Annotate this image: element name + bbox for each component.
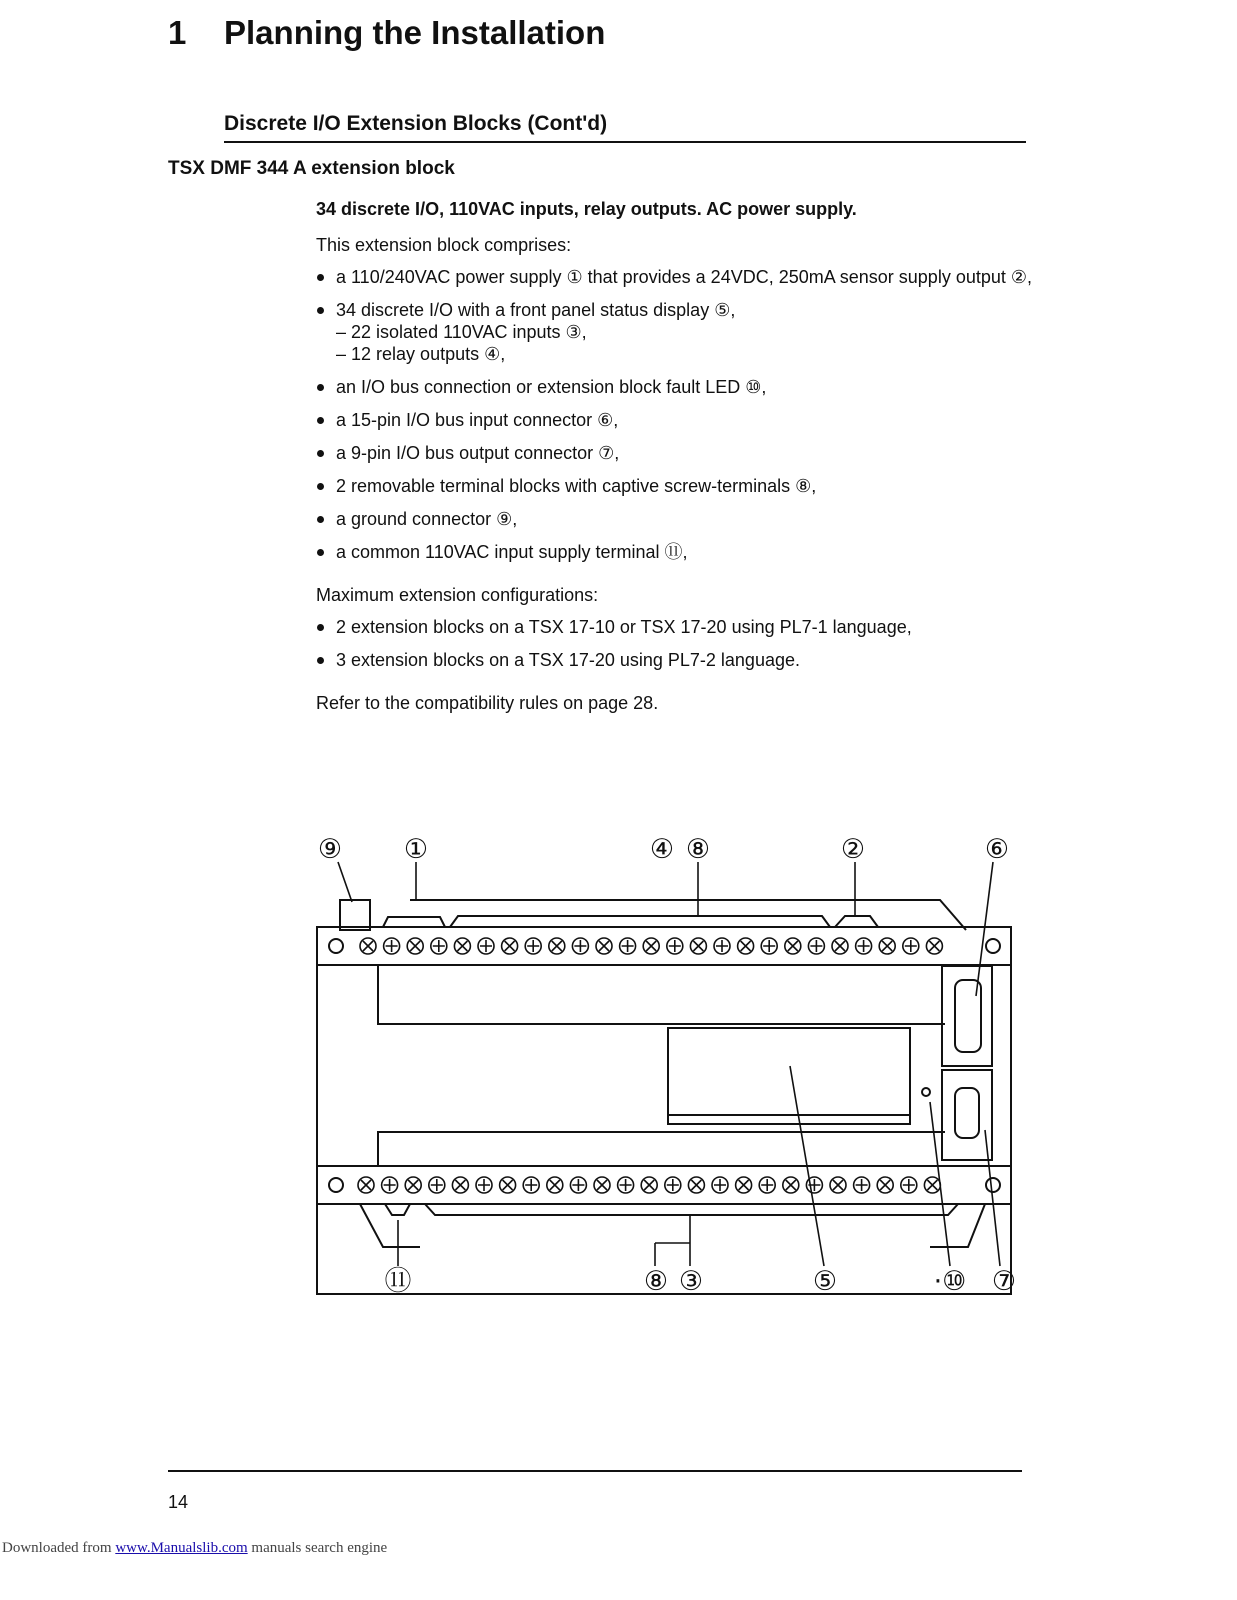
callout-label: ⑪ xyxy=(384,1266,412,1297)
callout-label: ③ xyxy=(678,1266,704,1297)
list-item: a 110/240VAC power supply ① that provides a 24VDC, 250mA sensor supply output ②, xyxy=(316,266,1036,288)
list-item: a 15-pin I/O bus input connector ⑥, xyxy=(316,409,1036,431)
list-item: a ground connector ⑨, xyxy=(316,508,1036,530)
callout-label: ⑦ xyxy=(991,1266,1017,1297)
refer-text: Refer to the compatibility rules on page 28. xyxy=(316,693,659,713)
footer-rule xyxy=(168,1470,1022,1472)
callout-label: ⑧ xyxy=(643,1266,669,1297)
subsection-title: TSX DMF 344 A extension block xyxy=(168,158,455,179)
credit-suffix: manuals search engine xyxy=(247,1540,388,1556)
callout-label: ⑥ xyxy=(984,834,1010,865)
list-item: 2 removable terminal blocks with captive screw-terminals ⑧, xyxy=(316,475,1036,497)
callout-label: ⑧ xyxy=(685,834,711,865)
fault-led xyxy=(922,1088,930,1096)
list-item: 2 extension blocks on a TSX 17-10 or TSX 17-20 using PL7-1 language, xyxy=(316,616,1036,638)
callout-label: ⑤ xyxy=(812,1266,838,1297)
page-number: 14 xyxy=(168,1492,189,1512)
config-list xyxy=(316,616,1036,671)
chapter-number: 1 xyxy=(168,14,187,51)
intro-text: This extension block comprises: xyxy=(316,235,572,255)
chapter-heading xyxy=(168,14,605,52)
ground-connector xyxy=(340,900,370,930)
sub-list xyxy=(336,321,1036,365)
section-rule xyxy=(224,141,1026,143)
list-item-text: 34 discrete I/O with a front panel status display ⑤, xyxy=(336,300,736,320)
top-slot xyxy=(378,965,945,1024)
sub-item: – 22 isolated 110VAC inputs ③, xyxy=(336,321,1036,343)
list-item xyxy=(316,299,1036,365)
manualslib-link[interactable]: www.Manualslib.com xyxy=(115,1540,248,1556)
chapter-title: Planning the Installation xyxy=(224,14,606,51)
callout-label: ② xyxy=(840,834,866,865)
callout-label: ⑨ xyxy=(317,834,343,865)
list-item: 3 extension blocks on a TSX 17-20 using PL7-2 language. xyxy=(316,649,1036,671)
callout-label: ① xyxy=(403,834,429,865)
callout-label: ·⑩ xyxy=(933,1266,967,1297)
list-item: an I/O bus connection or extension block fault LED ⑩, xyxy=(316,376,1036,398)
extension-block-diagram xyxy=(300,820,1040,1310)
component-list xyxy=(316,266,1036,563)
body-text xyxy=(316,198,1036,714)
sub-item: – 12 relay outputs ④, xyxy=(336,343,1036,365)
list-item: a common 110VAC input supply terminal ⑪, xyxy=(316,541,1036,563)
output-connector xyxy=(942,1070,992,1160)
status-display xyxy=(668,1028,910,1124)
download-credit xyxy=(2,1540,387,1557)
credit-prefix: Downloaded from xyxy=(2,1540,116,1556)
section-title: Discrete I/O Extension Blocks (Cont'd) xyxy=(224,112,608,135)
max-heading: Maximum extension configurations: xyxy=(316,585,599,605)
list-item: a 9-pin I/O bus output connector ⑦, xyxy=(316,442,1036,464)
bottom-slot xyxy=(378,1132,945,1166)
callout-label: ④ xyxy=(649,834,675,865)
lead-text: 34 discrete I/O, 110VAC inputs, relay outputs. AC power supply. xyxy=(316,199,857,219)
device-body xyxy=(317,927,1011,1294)
